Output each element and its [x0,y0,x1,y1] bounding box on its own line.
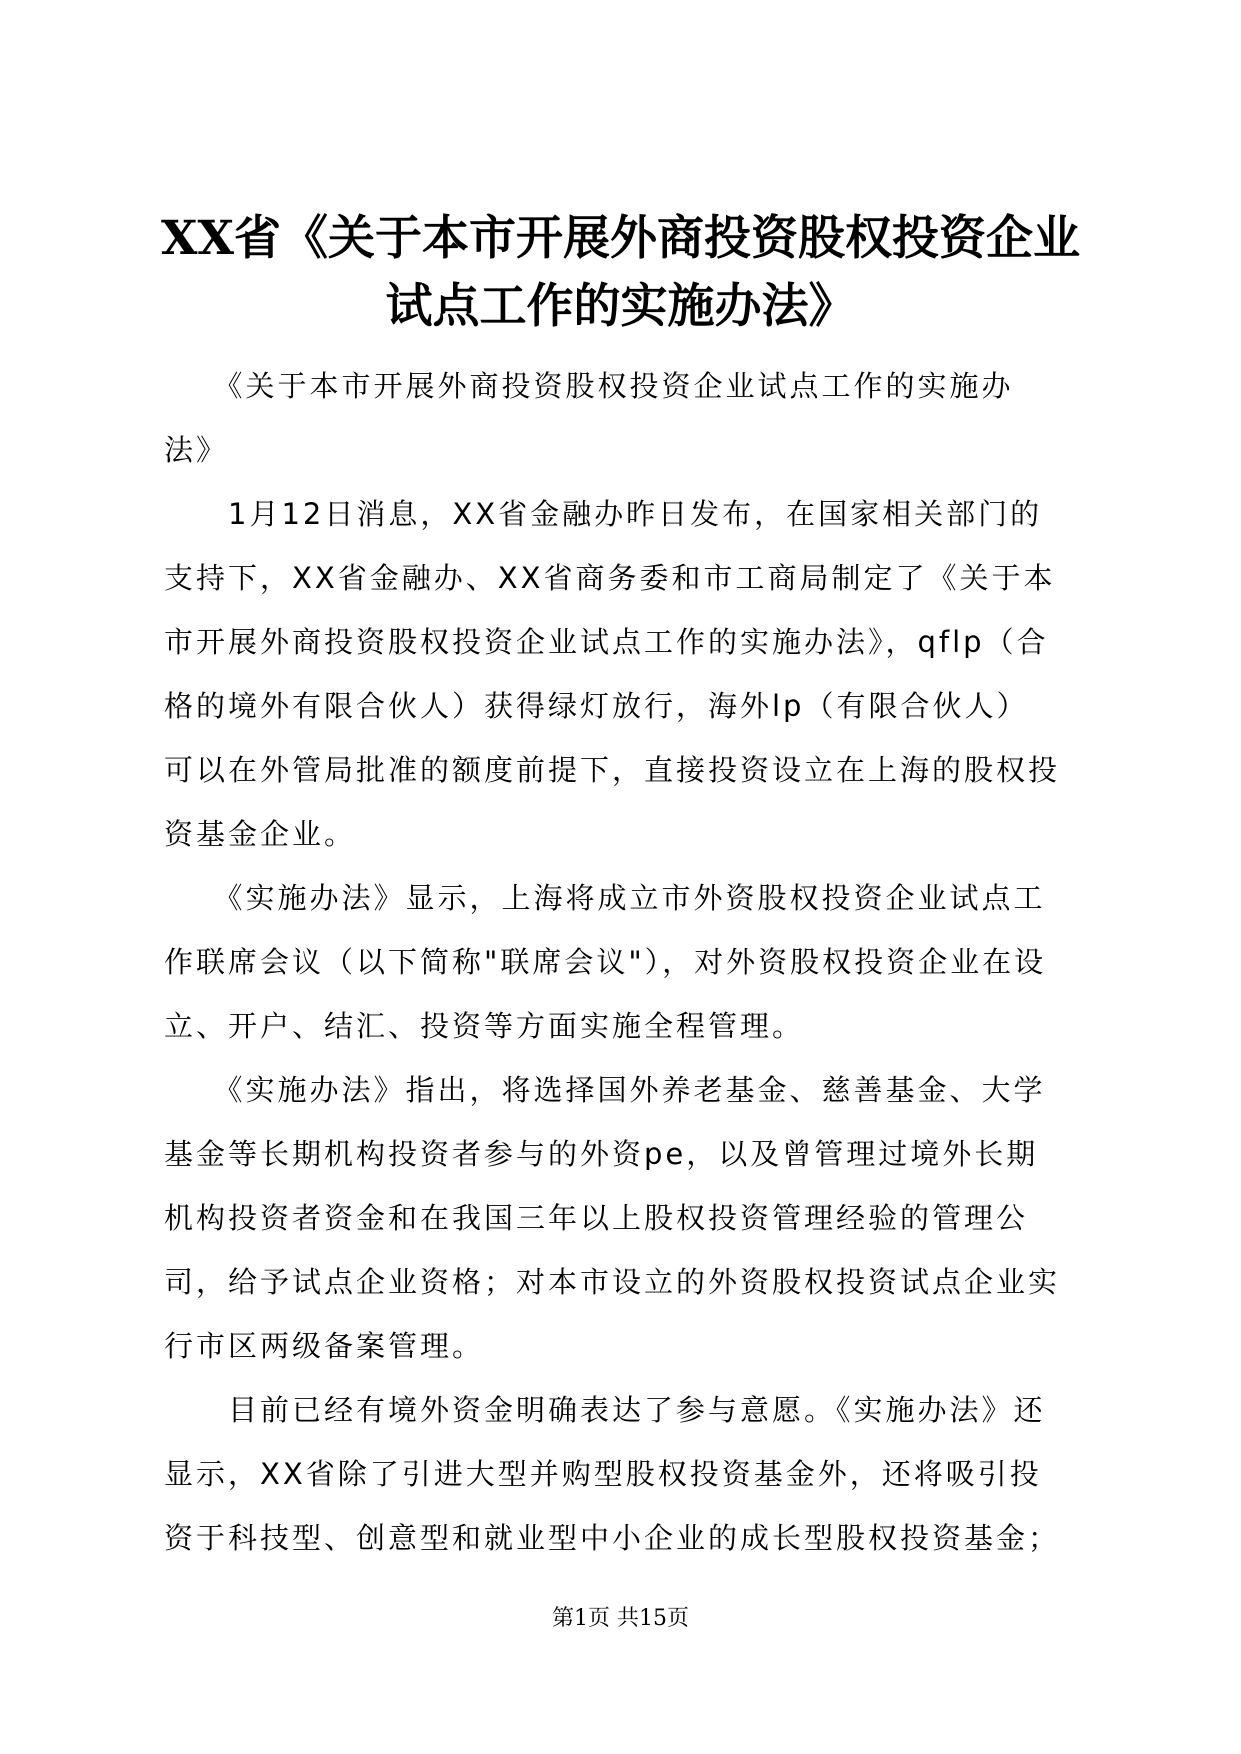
paragraph-line: 支持下，XX省金融办、XX省商务委和市工商局制定了《关于本 [164,561,1056,595]
paragraph-line: 1月12日消息，XX省金融办昨日发布，在国家相关部门的 [164,497,1043,531]
paragraph-line: 格的境外有限合伙人）获得绿灯放行，海外lp（有限合伙人） [164,689,1029,723]
page-number-label: 第1页 共15页 [552,1606,689,1631]
paragraph-line: 资基金企业。 [164,817,357,851]
paragraph-line: 法》 [164,433,229,467]
title-line: 试点工作的实施办法》 [385,279,856,334]
paragraph-line: 基金等长期机构投资者参与的外资pe，以及曾管理过境外长期 [164,1137,1039,1171]
paragraph-line: 《实施办法》指出，将选择国外养老基金、慈善基金、大学 [164,1073,1046,1107]
paragraph-line: 立、开户、结汇、投资等方面实施全程管理。 [164,1009,805,1043]
paragraph-line: 显示，XX省除了引进大型并购型股权投资基金外，还将吸引投 [164,1457,1042,1491]
page-footer [0,1604,1241,1634]
paragraph-line: 目前已经有境外资金明确表达了参与意愿。《实施办法》还 [164,1393,1046,1427]
document-body [164,354,1076,1570]
paragraph [164,482,1076,866]
paragraph [164,1058,1076,1378]
paragraph [164,1378,1076,1570]
paragraph-line: 资于科技型、创意型和就业型中小企业的成长型股权投资基金； [164,1521,1061,1555]
paragraph [164,354,1076,482]
paragraph-line: 司，给予试点企业资格；对本市设立的外资股权投资试点企业实 [164,1265,1061,1299]
paragraph-line: 可以在外管局批准的额度前提下，直接投资设立在上海的股权投 [164,753,1061,787]
paragraph-line: 《关于本市开展外商投资股权投资企业试点工作的实施办 [164,369,1014,403]
paragraph [164,866,1076,1058]
paragraph-line: 《实施办法》显示，上海将成立市外资股权投资企业试点工 [164,881,1046,915]
title-line: XX省《关于本市开展外商投资股权投资企业 [161,211,1080,266]
paragraph-line: 机构投资者资金和在我国三年以上股权投资管理经验的管理公 [164,1201,1029,1235]
paragraph-line: 市开展外商投资股权投资企业试点工作的实施办法》，qflp（合 [164,625,1049,659]
document-title [150,205,1091,341]
paragraph-line: 行市区两级备案管理。 [164,1329,485,1363]
paragraph-line: 作联席会议（以下简称"联席会议"），对外资股权投资企业在设 [164,945,1047,979]
